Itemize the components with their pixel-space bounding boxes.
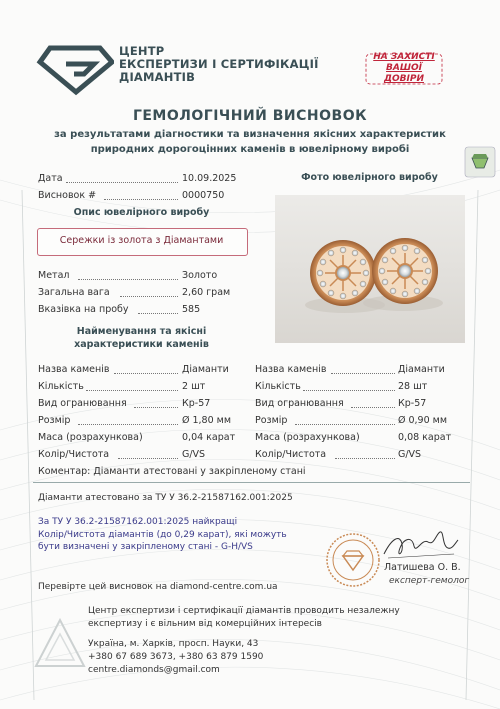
description-text: Сережки із золота з Діамантами xyxy=(59,235,224,246)
contacts-block xyxy=(88,638,263,677)
left-size-label: Розмір xyxy=(38,415,71,426)
left-cut-leader xyxy=(134,398,178,408)
stones-heading xyxy=(37,325,246,351)
organization-name xyxy=(119,45,319,84)
document-subtitle xyxy=(30,127,470,157)
left-qty-value: 2 шт xyxy=(182,381,206,392)
stamp-line-1: НА ЗАХИСТІ xyxy=(373,52,435,62)
left-mass-value: 0,04 карат xyxy=(182,432,236,443)
left-mass-label: Маса (розрахункова) xyxy=(38,432,143,443)
weight-value: 2,60 грам xyxy=(182,287,231,298)
date-leader xyxy=(66,173,178,183)
right-size-leader xyxy=(295,415,395,425)
stones-heading-line-1: Найменування та якісні xyxy=(76,326,207,337)
hallmark-value: 585 xyxy=(182,304,201,315)
company-logo-icon xyxy=(36,42,114,96)
right-qty-value: 28 шт xyxy=(398,381,428,392)
org-line-2: ЕКСПЕРТИЗИ І СЕРТИФІКАЦІЇ xyxy=(119,57,319,71)
right-qty-label: Кількість xyxy=(255,381,301,392)
right-size-value: Ø 0,90 мм xyxy=(398,415,448,426)
left-size-leader xyxy=(78,415,178,425)
date-label: Дата xyxy=(38,173,63,184)
decorative-triangle-icon xyxy=(30,612,90,672)
left-qty-leader xyxy=(86,381,178,391)
left-color-leader xyxy=(118,449,178,459)
trust-stamp-text xyxy=(360,52,448,85)
right-color-leader xyxy=(335,449,395,459)
left-name-leader xyxy=(114,364,178,374)
left-cut-value: Кр-57 xyxy=(182,398,211,409)
address-text: Україна, м. Харків, просп. Науки, 43 xyxy=(88,639,259,649)
metal-value: Золото xyxy=(182,270,218,281)
hologram-icon xyxy=(464,146,496,178)
date-value: 10.09.2025 xyxy=(182,173,237,184)
left-qty-label: Кількість xyxy=(38,381,84,392)
hallmark-label: Вказівка на пробу xyxy=(38,304,129,315)
signer-role: експерт-гемолог xyxy=(389,576,470,586)
metal-label: Метал xyxy=(38,270,70,281)
right-size-label: Розмір xyxy=(255,415,288,426)
org-line-1: ЦЕНТР xyxy=(119,44,165,58)
right-cut-label: Вид огранювання xyxy=(255,398,344,409)
footer-line-2: експертизу і є вільним від комерційних інтересів xyxy=(88,619,322,629)
document-title: ГЕМОЛОГІЧНИЙ ВИСНОВОК xyxy=(132,108,368,124)
right-color-value: G/VS xyxy=(398,449,422,460)
comment-text: Коментар: Діаманти атестовані у закріпленому стані xyxy=(38,466,306,477)
footer-line-1: Центр експертизи і сертифікації діамантів проводить незалежну xyxy=(88,606,400,616)
right-qty-leader xyxy=(303,381,395,391)
number-label: Висновок # xyxy=(38,190,97,201)
number-value: 0000750 xyxy=(182,190,225,201)
signature-icon xyxy=(378,528,460,562)
photo-title: Фото ювелірного виробу xyxy=(301,172,438,183)
hallmark-leader xyxy=(138,304,178,314)
metal-leader xyxy=(78,270,178,280)
company-seal-icon xyxy=(325,532,381,588)
certified-text: Діаманти атестовано за ТУ У 36.2-21587162.001:2025 xyxy=(38,493,293,503)
weight-leader xyxy=(120,287,178,297)
stamp-line-2: ВАШОЇ xyxy=(386,63,422,73)
stones-heading-line-2: характеристики каменів xyxy=(74,339,209,350)
right-mass-label: Маса (розрахункова) xyxy=(255,432,360,443)
number-leader xyxy=(104,190,178,200)
left-stone-name-label: Назва каменів xyxy=(38,364,110,375)
verify-text[interactable]: Перевірте цей висновок на diamond-centre.com.ua xyxy=(38,582,278,592)
left-color-value: G/VS xyxy=(182,449,206,460)
independence-statement xyxy=(88,605,418,631)
description-heading: Опис ювелірного виробу xyxy=(73,207,210,218)
left-size-value: Ø 1,80 мм xyxy=(182,415,232,426)
stamp-line-3: ДОВІРИ xyxy=(383,74,424,84)
subtitle-line-1: за результатами діагностики та визначення якісних характеристик xyxy=(54,129,446,140)
earrings-photo xyxy=(275,195,465,343)
right-cut-value: Кр-57 xyxy=(398,398,427,409)
subtitle-line-2: природних дорогоцінних каменів в ювелірному виробі xyxy=(90,144,410,155)
phones-text[interactable]: +380 67 689 3673, +380 63 879 1590 xyxy=(88,652,264,662)
right-cut-leader xyxy=(351,398,395,408)
weight-label: Загальна вага xyxy=(38,287,110,298)
note-line-2: Колір/Чистота діамантів (до 0,29 карат), які можуть xyxy=(38,529,287,540)
signer-name: Латишева О. В. xyxy=(384,562,461,573)
email-link[interactable]: centre.diamonds@gmail.com xyxy=(88,665,220,675)
note-line-3: бути визначені у закріпленому стані - G-H/VS xyxy=(38,542,253,552)
org-line-3: ДІАМАНТІВ xyxy=(119,70,196,84)
note-line-1: За ТУ У 36.2-21587162.001:2025 найкращі xyxy=(38,517,238,527)
right-mass-value: 0,08 карат xyxy=(398,432,452,443)
right-stone-name-label: Назва каменів xyxy=(255,364,327,375)
left-stone-name-value: Діаманти xyxy=(182,364,229,375)
divider-line xyxy=(33,482,470,483)
standards-note xyxy=(38,516,287,554)
right-name-leader xyxy=(331,364,395,374)
right-color-label: Колір/Чистота xyxy=(255,449,327,460)
right-stone-name-value: Діаманти xyxy=(398,364,445,375)
left-color-label: Колір/Чистота xyxy=(38,449,110,460)
left-cut-label: Вид огранювання xyxy=(38,398,127,409)
